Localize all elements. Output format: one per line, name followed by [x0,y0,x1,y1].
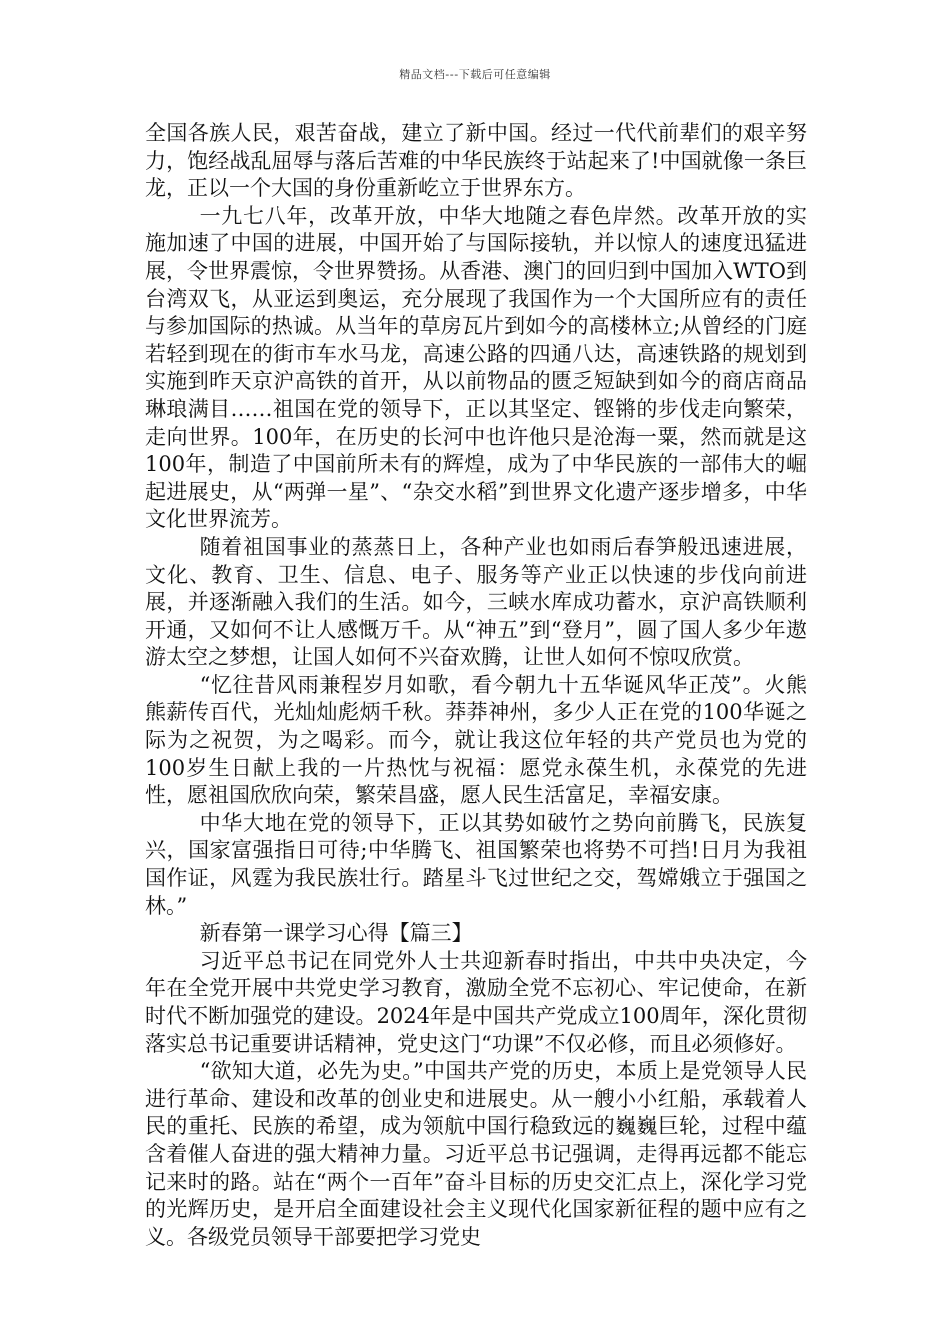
paragraph: “忆往昔风雨兼程岁月如歌，看今朝九十五华诞风华正茂”。火熊熊薪传百代，光灿灿彪炳千秋。莽莽神州，多少人正在党的100华诞之际为之祝贺，为之喝彩。而今，就让我这位年轻的共产党员也为党的100岁生日献上我的一片热忱与祝福：愿党永葆生机，永葆党的先进性，愿祖国欣欣向荣，繁荣昌盛，愿人民生活富足，幸福安康。 [145,672,807,808]
paragraph: “欲知大道，必先为史。”中国共产党的历史，本质上是党领导人民进行革命、建设和改革的创业史和进展史。从一艘小小红船，承载着人民的重托、民族的希望，成为领航中国行稳致远的巍巍巨轮，过程中蕴含着催人奋进的强大精神力量。习近平总书记强调，走得再远都不能忘记来时的路。站在“两个一百年”奋斗目标的历史交汇点上，深化学习党的光辉历史，是开启全面建设社会主义现代化国家新征程的题中应有之义。各级党员领导干部要把学习党史 [145,1059,807,1249]
section-heading: 新春第一课学习心得【篇三】 [199,921,473,946]
document-body [145,120,807,1251]
page-header: 精品文档---下载后可任意编辑 [399,68,551,81]
paragraph: 随着祖国事业的蒸蒸日上，各种产业也如雨后春笋般迅速进展，文化、教育、卫生、信息、电子、服务等产业正以快速的步伐向前进展，并逐渐融入我们的生活。如今，三峡水库成功蓄水，京沪高铁顺利开通，又如何不让人感慨万千。从“神五”到“登月”，圆了国人多少年遨游太空之梦想，让国人如何不兴奋欢腾，让世人如何不惊叹欣赏。 [145,534,807,670]
paragraph: 全国各族人民，艰苦奋战，建立了新中国。经过一代代前辈们的艰辛努力，饱经战乱屈辱与落后苦难的中华民族终于站起来了!中国就像一条巨龙，正以一个大国的身份重新屹立于世界东方。 [145,121,807,201]
paragraph: 一九七八年，改革开放，中华大地随之春色岸然。改革开放的实施加速了中国的进展，中国开始了与国际接轨，并以惊人的速度迅猛进展，令世界震惊，令世界赞扬。从香港、澳门的回归到中国加入WTO到台湾双飞，从亚运到奥运，充分展现了我国作为一个大国所应有的责任与参加国际的热诚。从当年的草房瓦片到如今的高楼林立;从曾经的门庭若轻到现在的街市车水马龙，高速公路的四通八达，高速铁路的规划到实施到昨天京沪高铁的首开，从以前物品的匮乏短缺到如今的商店商品琳琅满目……祖国在党的领导下，正以其坚定、铿锵的步伐走向繁荣，走向世界。100年，在历史的长河中也许他只是沧海一粟，然而就是这100年，制造了中国前所未有的辉煌，成为了中华民族的一部伟大的崛起进展史，从“两弹一星”、“杂交水稻”到世界文化遗产逐步增多，中华文化世界流芳。 [145,203,807,532]
paragraph: 中华大地在党的领导下，正以其势如破竹之势向前腾飞，民族复兴，国家富强指日可待;中华腾飞、祖国繁荣也将势不可挡!日月为我祖国作证，风霆为我民族壮行。踏星斗飞过世纪之交，驾嫦娥立于强国之林。” [145,810,807,918]
paragraph: 习近平总书记在同党外人士共迎新春时指出，中共中央决定，今年在全党开展中共党史学习教育，激励全党不忘初心、牢记使命，在新时代不断加强党的建设。2024年是中国共产党成立100周年，深化贯彻落实总书记重要讲话精神，党史这门“功课”不仅必修，而且必须修好。 [145,948,807,1056]
